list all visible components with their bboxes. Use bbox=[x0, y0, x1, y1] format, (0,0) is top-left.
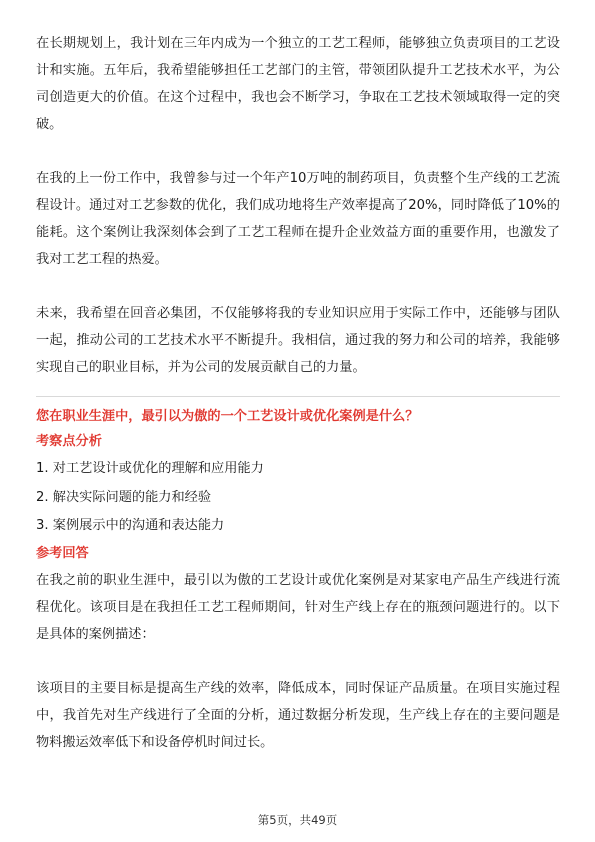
list-item: 1. 对工艺设计或优化的理解和应用能力 bbox=[36, 461, 264, 476]
section-divider bbox=[36, 396, 560, 397]
page-number-footer: 第5页，共49页 bbox=[257, 813, 338, 827]
paragraph-future: 未来，我希望在回音必集团，不仅能够将我的专业知识应用于实际工作中，还能够与团队一起，推动公司的工艺技术水平不断提升。我相信，通过我的努力和公司的培养，我能够实现自己的职业目标，并为公司的发展贡献自己的力量。 bbox=[36, 306, 560, 375]
list-item: 3. 案例展示中的沟通和表达能力 bbox=[36, 518, 225, 533]
answer-heading: 参考回答 bbox=[36, 545, 89, 561]
answer-paragraph: 该项目的主要目标是提高生产线的效率，降低成本，同时保证产品质量。在项目实施过程中，我首先对生产线进行了全面的分析，通过数据分析发现，生产线上存在的主要问题是物料搬运效率低下和设备停机时间过长。 bbox=[36, 680, 560, 750]
answer-paragraph: 在我之前的职业生涯中，最引以为傲的工艺设计或优化案例是对某家电产品生产线进行流程优化。该项目是在我担任工艺工程师期间，针对生产线上存在的瓶颈问题进行的。以下是具体的案例描述： bbox=[36, 572, 560, 642]
analysis-list bbox=[36, 455, 560, 541]
paragraph-previous-job: 在我的上一份工作中，我曾参与过一个年产10万吨的制药项目，负责整个生产线的工艺流程设计。通过对工艺参数的优化，我们成功地将生产效率提高了20%，同时降低了10%的能耗。这个案例让我深刻体会到了工艺工程师在提升企业效益方面的重要作用，也激发了我对工艺工程的热爱。 bbox=[36, 171, 560, 267]
paragraph-gap bbox=[36, 273, 560, 300]
list-item: 2. 解决实际问题的能力和经验 bbox=[36, 489, 212, 505]
paragraph-gap bbox=[36, 648, 560, 675]
interview-question: 您在职业生涯中，最引以为傲的一个工艺设计或优化案例是什么？ bbox=[36, 409, 419, 424]
document-page bbox=[36, 30, 560, 756]
analysis-heading: 考察点分析 bbox=[36, 434, 102, 449]
paragraph-long-term-plan: 在长期规划上，我计划在三年内成为一个独立的工艺工程师，能够独立负责项目的工艺设计和实施。五年后，我希望能够担任工艺部门的主管，带领团队提升工艺技术水平，为公司创造更大的价值。在这个过程中，我也会不断学习，争取在工艺技术领域取得一定的突破。 bbox=[36, 36, 560, 132]
paragraph-gap bbox=[36, 138, 560, 165]
